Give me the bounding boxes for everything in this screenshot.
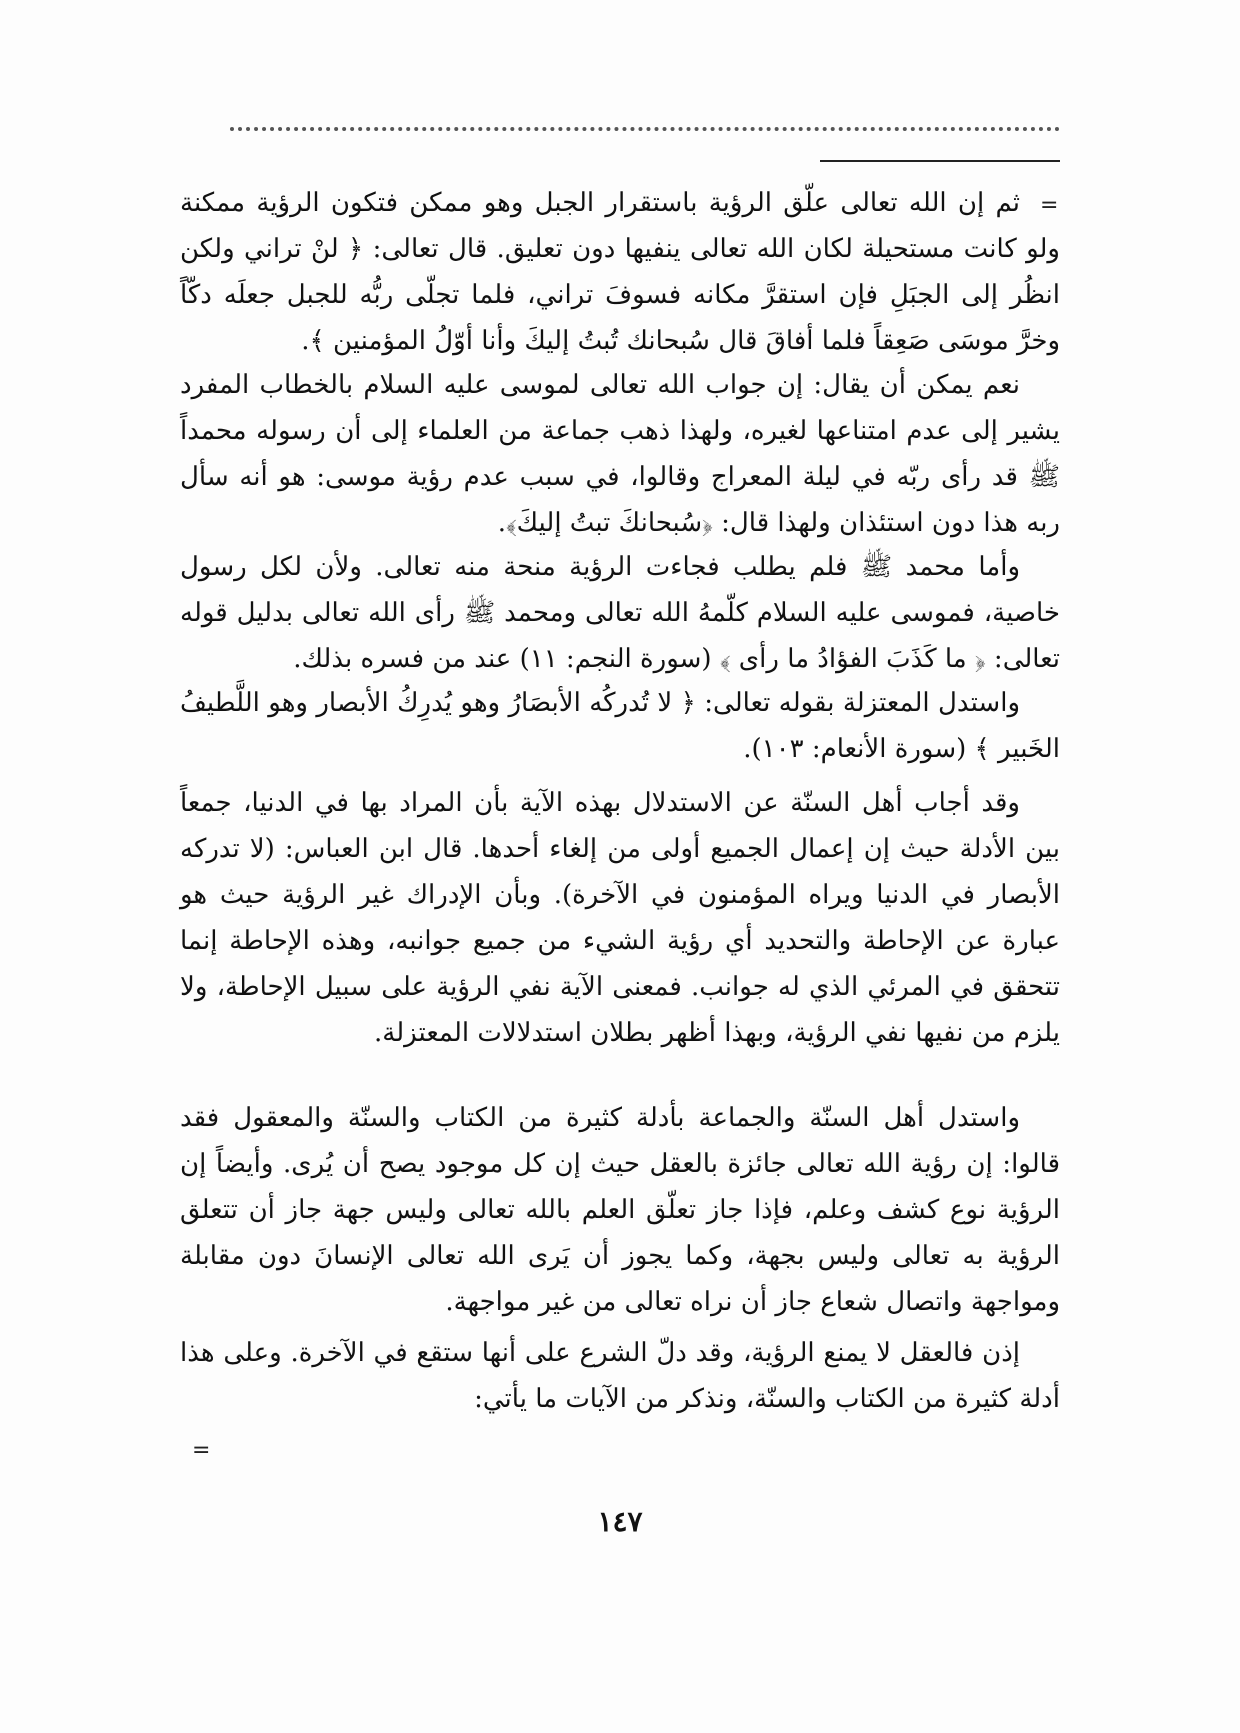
paragraph-block-5	[180, 780, 1060, 1056]
paragraph-block-2	[180, 362, 1060, 546]
paragraph-4: واستدل المعتزلة بقوله تعالى: ﴿ لا تُدركُه الأبصَارُ وهو يُدرِكُ الأبصار وهو اللَّطيفُ الخَبير ﴾ (سورة الأنعام: ١٠٣).	[180, 688, 1060, 764]
page-number: ١٤٧	[597, 1505, 643, 1538]
paragraph-2: نعم يمكن أن يقال: إن جواب الله تعالى لموسى عليه السلام بالخطاب المفرد يشير إلى عدم امتناعها لغيره، ولهذا ذهب جماعة من العلماء إلى أن رسوله محمداً ﷺ قد رأى ربّه في ليلة المعراج وقالوا، في سبب عدم رؤية موسى: هو أنه سأل ربه هذا دون استئذان ولهذا قال: ﴿سُبحانكَ تبتُ إليكَ﴾.	[180, 370, 1060, 538]
paragraph-6: واستدل أهل السنّة والجماعة بأدلة كثيرة من الكتاب والسنّة والمعقول فقد قالوا: إن رؤية الله تعالى جائزة بالعقل حيث إن كل موجود يصح أن يُرى. وأيضاً إن الرؤية نوع كشف وعلم، فإذا جاز تعلّق العلم بالله تعالى وليس جهة جاز أن تتعلق الرؤية به تعالى وليس بجهة، وكما يجوز أن يَرى الله تعالى الإنسانَ دون مقابلة ومواجهة واتصال شعاع جاز أن نراه تعالى من غير مواجهة.	[180, 1103, 1061, 1317]
dotted-separator	[230, 127, 1060, 141]
paragraph-3: وأما محمد ﷺ فلم يطلب فجاءت الرؤية منحة منه تعالى. ولأن لكل رسول خاصية، فموسى عليه السلام كلّمهُ الله تعالى ومحمد ﷺ رأى الله تعالى بدليل قوله تعالى: ﴿ ما كَذَبَ الفؤادُ ما رأى ﴾ (سورة النجم: ١١) عند من فسره بذلك.	[180, 552, 1060, 674]
continuation-mark-bottom: =	[192, 1438, 211, 1463]
paragraph-block-1	[180, 180, 1060, 364]
paragraph-block-4	[180, 680, 1060, 772]
paragraph-5: وقد أجاب أهل السنّة عن الاستدلال بهذه الآية بأن المراد بها في الدنيا، جمعاً بين الأدلة حيث إن إعمال الجميع أولى من إلغاء أحدها. قال ابن العباس: (لا تدركه الأبصار في الدنيا ويراه المؤمنون في الآخرة). وبأن الإدراك غير الرؤية حيث هو عبارة عن الإحاطة والتحديد أي رؤية الشيء من جميع جوانبه، وهذه الإحاطة إنما تتحقق في المرئي الذي له جوانب. فمعنى الآية نفي الرؤية على سبيل الإحاطة، ولا يلزم من نفيها نفي الرؤية، وبهذا أظهر بطلان استدلالات المعتزلة.	[180, 788, 1060, 1048]
paragraph-block-7	[180, 1330, 1060, 1422]
paragraph-1: ثم إن الله تعالى علّق الرؤية باستقرار الجبل وهو ممكن فتكون الرؤية ممكنة ولو كانت مستحيلة لكان الله تعالى ينفيها دون تعليق. قال تعالى: ﴿ لنْ تراني ولكن انظُر إلى الجبَلِ فإن استقرَّ مكانه فسوفَ تراني، فلما تجلّى ربُّه للجبل جعلَه دكّاً وخرَّ موسَى صَعِقاً فلما أفاقَ قال سُبحانك تُبتُ إليكَ وأنا أوّلُ المؤمنين ﴾.	[180, 188, 1060, 356]
continuation-mark-top: =	[1040, 193, 1059, 218]
paragraph-block-6	[180, 1095, 1060, 1325]
footnote-rule	[820, 160, 1060, 162]
paragraph-block-3	[180, 544, 1060, 682]
paragraph-7: إذن فالعقل لا يمنع الرؤية، وقد دلّ الشرع على أنها ستقع في الآخرة. وعلى هذا أدلة كثيرة من الكتاب والسنّة، ونذكر من الآيات ما يأتي:	[180, 1338, 1060, 1414]
